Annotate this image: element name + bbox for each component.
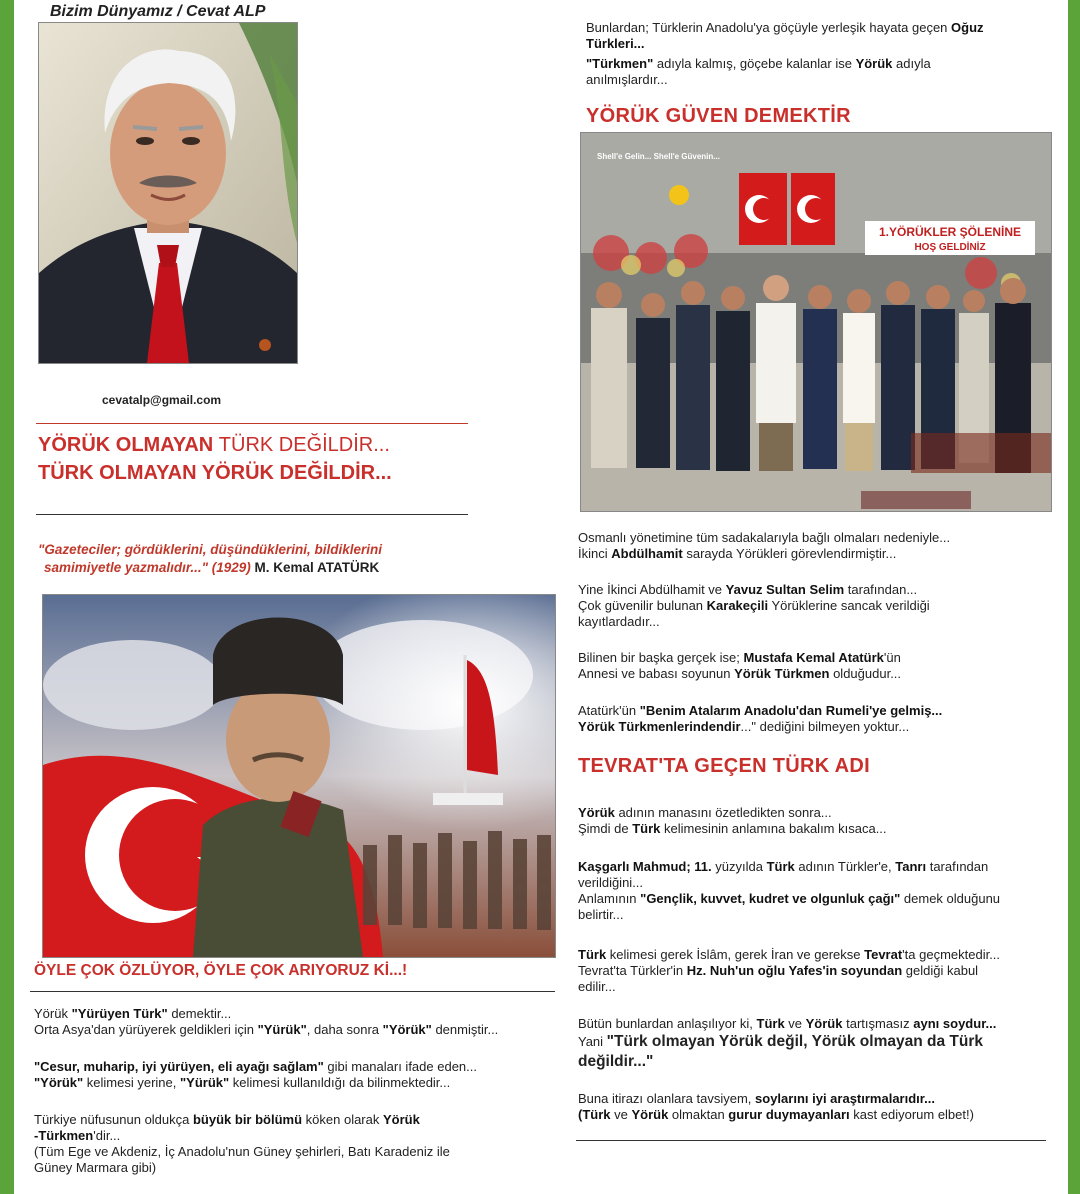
a-2a: İkinci [578,546,612,561]
h-1e: tartışmasız [842,1016,914,1031]
a-line-2 [578,546,1048,562]
f-1f: tarafından [926,859,989,874]
para-h [578,1016,1052,1072]
headline-thin-part: TÜRK DEĞİLDİR... [218,434,390,456]
h-line-1 [578,1016,1052,1032]
f-line-3 [578,891,1052,907]
p3-line-1 [34,1112,564,1128]
e-2c: kelimesinin anlamına bakalım kısaca... [660,821,887,836]
intro-1a: Bunlardan; Türklerin Anadolu'ya göçüyle yerleşik hayata geçen [586,20,952,35]
c-2c: olduğudur... [829,666,902,681]
p3-2a: -Türkmen [34,1128,94,1143]
g-1d: 'ta geçmektedir... [902,947,1001,962]
p3-1d: Yörük [382,1112,420,1127]
g-1b: kelimesi gerek İslâm, gerek İran ve gerekse [606,947,865,962]
right-green-border [1068,0,1080,1194]
p1-1c: demektir... [167,1006,232,1021]
author-email[interactable]: cevatalp@gmail.com [102,393,222,407]
h-line-2 [578,1032,1052,1052]
divider-right-bottom [576,1140,1046,1141]
p1-1b: "Yürüyen Türk" [71,1006,168,1021]
intro-line-2 [586,36,1056,52]
b-1b: Yavuz Sultan Selim [725,582,845,597]
p1-2c: , daha sonra [306,1022,383,1037]
p2-2d: kelimesi kullanıldığı da bilinmektedir... [229,1075,451,1090]
p1-2d: "Yörük" [382,1022,432,1037]
p1-2e: denmiştir... [431,1022,499,1037]
paragraph-1 [34,1006,564,1038]
b-line-2 [578,598,1048,614]
b-1c: tarafından... [844,582,918,597]
i-2a: (Türk [578,1107,611,1122]
headline [38,431,392,487]
i-2b: ve [610,1107,632,1122]
ataturk-flag-poster [42,594,556,958]
divider-3 [30,991,555,992]
banner-text-2: HOŞ GELDİNİZ [914,242,986,253]
h-1c: ve [784,1016,806,1031]
e-1b: adının manasını özetledikten sonra... [614,805,832,820]
f-line-1 [578,859,1052,875]
intro-3c: Yörük [855,56,893,71]
para-g [578,947,1052,995]
paragraph-2 [34,1059,564,1091]
d-2b: ..." dediğini bilmeyen yoktur... [740,719,910,734]
p1-1a: Yörük [34,1006,72,1021]
h-2b: "Türk olmayan Yörük değil, Yörük olmayan da Türk [606,1033,983,1050]
event-photo-icon [581,133,1051,511]
f-3c: demek olduğunu [900,891,1001,906]
byline: Bizim Dünyamız / Cevat ALP [50,3,266,20]
p2-2a: "Yörük" [34,1075,84,1090]
f-1b: yüzyılda [711,859,767,874]
f-line-2: verildiğini... [578,875,644,890]
headline-line-1 [38,431,392,459]
p3-1b: büyük bir bölümü [192,1112,303,1127]
intro-3a: "Türkmen" [586,56,654,71]
p3-1c: köken olarak [302,1112,383,1127]
p2-line-1 [34,1059,564,1075]
i-2e: gurur duymayanları [728,1107,850,1122]
para-d [578,703,1048,735]
i-2f: kast ediyorum elbet!) [849,1107,974,1122]
para-e [578,805,1048,837]
p2-1b: gibi manaları ifade eden... [323,1059,477,1074]
h-1a: Bütün bunlardan anlaşılıyor ki, [578,1016,757,1031]
g-line-2 [578,963,1052,979]
intro-3b: adıyla kalmış, göçebe kalanlar ise [653,56,856,71]
headline-line-2: TÜRK OLMAYAN YÖRÜK DEĞİLDİR... [38,462,392,484]
a-line-1: Osmanlı yönetimine tüm sadakalarıyla bağlı olmaları nedeniyle... [578,530,951,545]
f-1e: Tanrı [895,859,927,874]
b-2c: Yörüklerine sancak verildiği [768,598,930,613]
c-1b: Mustafa Kemal Atatürk [743,650,884,665]
c-2a: Annesi ve babası soyunun [578,666,735,681]
d-1a: Atatürk'ün [578,703,640,718]
g-1a: Türk [578,947,607,962]
banner-text-1: 1.YÖRÜKLER ŞÖLENİNE [878,225,1022,239]
d-line-1 [578,703,1048,719]
b-line-3: kayıtlardadır... [578,614,660,629]
g-2b: Hz. Nuh'un oğlu Yafes'in soyundan [686,963,903,978]
p1-line-1 [34,1006,564,1022]
g-2a: Tevrat'ta Türkler'in [578,963,687,978]
p2-2b: kelimesi yerine, [83,1075,180,1090]
h-1f: aynı soydur... [913,1016,997,1031]
e-1a: Yörük [578,805,615,820]
headline-bold-part: YÖRÜK OLMAYAN [38,434,214,456]
p3-line-3: (Tüm Ege ve Akdeniz, İç Anadolu'nun Güney şehirleri, Batı Karadeniz ile [34,1144,450,1159]
p1-line-2 [34,1022,564,1038]
b-2a: Çok güvenilir bulunan [578,598,707,613]
divider-2 [36,514,468,515]
para-b [578,582,1048,630]
i-line-1 [578,1091,1052,1107]
f-1a: Kaşgarlı Mahmud; 11. [578,859,712,874]
c-2b: Yörük Türkmen [734,666,830,681]
intro-paragraph [586,20,1056,88]
f-1c: Türk [766,859,795,874]
a-2c: sarayda Yörükleri görevlendirmiştir... [682,546,897,561]
b-line-1 [578,582,1048,598]
f-1d: adının Türkler'e, [794,859,896,874]
c-line-2 [578,666,1048,682]
c-1c: 'ün [883,650,901,665]
c-1a: Bilinen bir başka gerçek ise; [578,650,744,665]
quote-text-2: samimiyetle yazmalıdır..." (1929) [44,560,251,575]
e-line-1 [578,805,1048,821]
e-2b: Türk [632,821,661,836]
intro-line-4: anılmışlardır... [586,72,668,87]
a-2b: Abdülhamit [611,546,683,561]
para-c [578,650,1048,682]
para-f [578,859,1052,923]
p3-line-4: Güney Marmara gibi) [34,1160,157,1175]
d-2a: Yörük Türkmenlerindendir [578,719,741,734]
p3-2b: 'dir... [93,1128,121,1143]
i-line-2 [578,1107,1052,1123]
h-1b: Türk [756,1016,785,1031]
author-portrait [38,22,298,364]
p1-2b: "Yürük" [257,1022,307,1037]
intro-line-3 [586,56,1056,72]
g-2c: geldiği kabul [902,963,979,978]
quote-author: M. Kemal ATATÜRK [254,560,380,575]
portrait-photo-icon [39,23,297,363]
h-1d: Yörük [805,1016,843,1031]
h-line-3: değildir..." [578,1053,654,1070]
divider-1 [36,423,468,424]
f-line-4: belirtir... [578,907,624,922]
intro-3d: adıyla [892,56,931,71]
p3-line-2 [34,1128,564,1144]
p1-2a: Orta Asya'dan yürüyerek geldikleri için [34,1022,258,1037]
left-green-border [0,0,14,1194]
d-line-2 [578,719,1048,735]
f-3a: Anlamının [578,891,641,906]
quote-line-1: "Gazeteciler; gördüklerini, düşündüklerini, bildiklerini [38,542,382,557]
p2-2c: "Yürük" [179,1075,230,1090]
i-1b: soylarını iyi araştırmalarıdır... [755,1091,935,1106]
quote-line-2 [38,559,382,577]
f-3b: "Gençlik, kuvvet, kudret ve olgunluk çağı" [640,891,901,906]
h-2a: Yani [578,1034,607,1049]
group-photo [580,132,1052,512]
b-2b: Karakeçili [706,598,769,613]
intro-1b: Oğuz [951,20,984,35]
para-a [578,530,1048,562]
i-2c: Yörük [631,1107,669,1122]
poster-image-icon [43,595,555,957]
shell-sign: Shell'e Gelin... Shell'e Güvenin... [597,152,720,161]
ataturk-quote [38,541,382,577]
section-title-1: YÖRÜK GÜVEN DEMEKTİR [586,105,851,127]
p2-line-2 [34,1075,564,1091]
section-title-2: TEVRAT'TA GEÇEN TÜRK ADI [578,755,870,777]
g-1c: Tevrat [864,947,903,962]
intro-2: Türkleri... [586,36,645,51]
p3-1a: Türkiye nüfusunun oldukça [34,1112,193,1127]
g-line-1 [578,947,1052,963]
i-1a: Buna itirazı olanlara tavsiyem, [578,1091,756,1106]
b-1a: Yine İkinci Abdülhamit ve [578,582,726,597]
i-2d: olmaktan [668,1107,729,1122]
p2-1a: "Cesur, muharip, iyi yürüyen, eli ayağı sağlam" [34,1059,324,1074]
paragraph-3 [34,1112,564,1176]
para-i [578,1091,1052,1123]
g-line-3: edilir... [578,979,616,994]
poster-caption: ÖYLE ÇOK ÖZLÜYOR, ÖYLE ÇOK ARIYORUZ Kİ...! [34,962,408,979]
e-2a: Şimdi de [578,821,633,836]
c-line-1 [578,650,1048,666]
d-1b: "Benim Atalarım Anadolu'dan Rumeli'ye gelmiş... [639,703,943,718]
e-line-2 [578,821,1048,837]
intro-line-1 [586,20,1056,36]
